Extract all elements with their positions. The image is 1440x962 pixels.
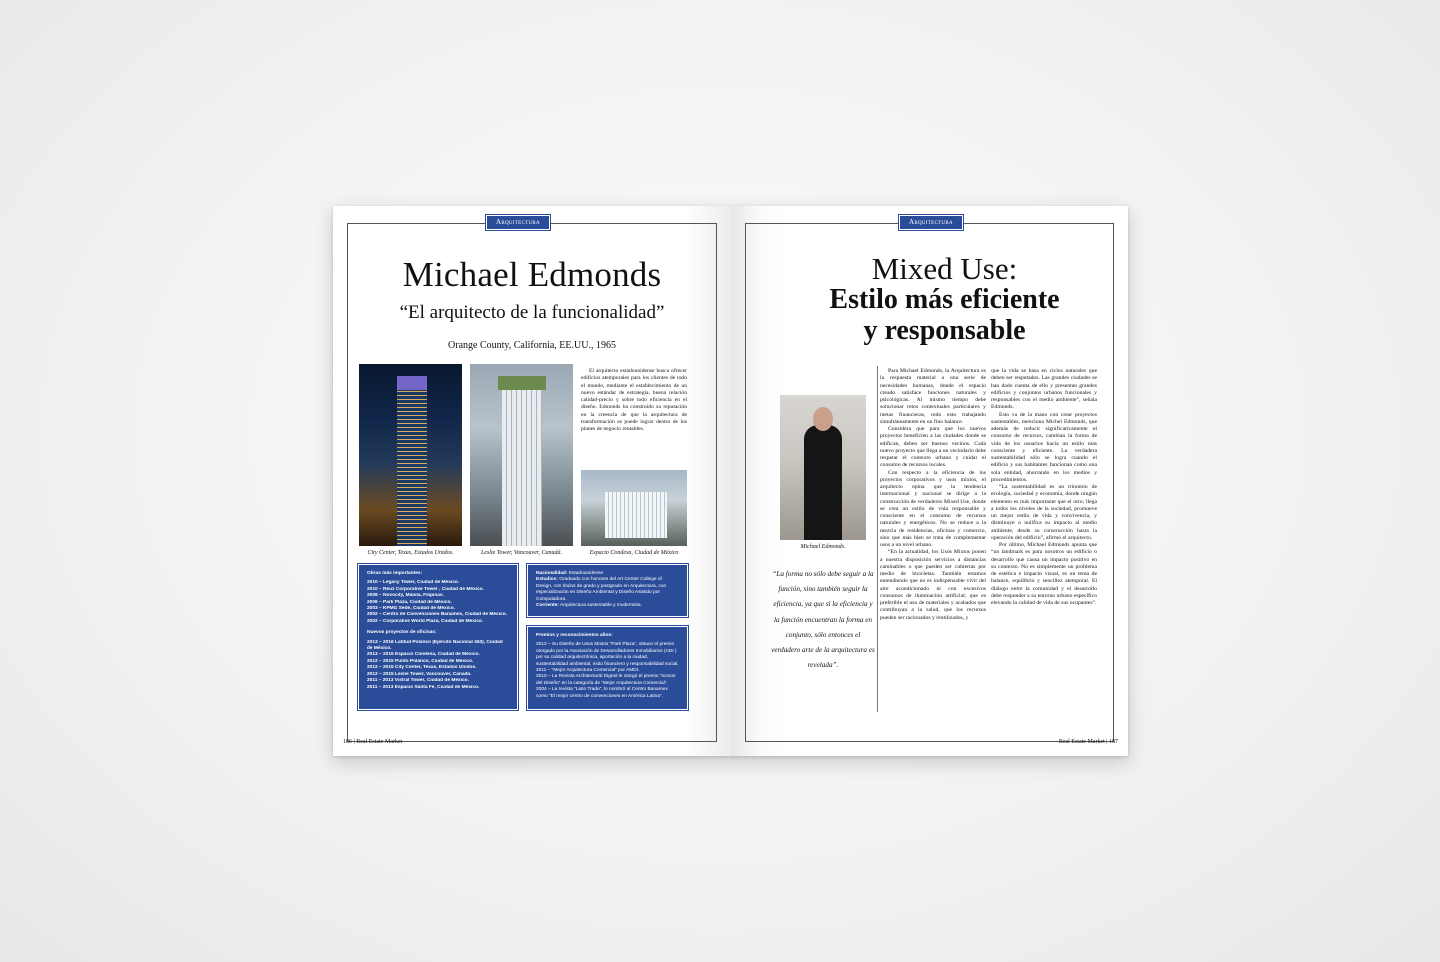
portrait-caption: Michael Edmonds.: [800, 544, 846, 550]
left-page: [333, 206, 731, 756]
studies-label: Estudios:: [536, 577, 558, 583]
awards-box: [528, 627, 687, 709]
section-tag: Arquitectura: [899, 215, 963, 230]
nationality-label: Nacionalidad:: [536, 571, 568, 576]
studies-value: Graduado con honores del Art Center College of Design, con títulos de grado y postgrado en Arquitectura, con especialización en Diseño Ambiental y Diseño Asistido por Computadora.: [536, 577, 667, 602]
award-item: 2012 – Su Diseño de Usos Mixtos “Park Plaza”, obtuvo el premio otorgado por la Asociación de Desarrolladores Inmobiliarios (ADI ) por su calidad arquitectónica, aportación a la ciudad, sustentabilidad ambiental, éxito financiero y responsabilidad social.: [536, 642, 679, 667]
new-project-item: 2013 – 2016 Latitud Polanco (Ejercito Nacional 453), Ciudad de México.: [367, 639, 503, 652]
bio-box: [528, 565, 687, 616]
works-item: 2008 – Novocity, Manila, Filipinas.: [367, 593, 444, 599]
current-value: Arquitectura sustentable y modernista.: [560, 603, 642, 609]
body-column-2: [991, 368, 1097, 607]
award-item: 2004 – La revista “Latin Trade”, lo nombró al Centro Banamex como “El mejor centro de convenciones en América Latina”.: [536, 687, 668, 699]
works-item: 2003 – KPMG Sede, Ciudad de México.: [367, 606, 455, 612]
works-box: [359, 565, 517, 709]
photo-leslie-tower: [470, 364, 573, 546]
magazine-spread: [333, 206, 1128, 756]
photo-city-center: [359, 364, 462, 546]
intro-paragraph: El arquitecto estadounidense busca ofrecer edificios atemporales para los clientes de todo el mundo, mediante el establecimiento de un nuevo estándar de estrategia, buena relación calidad-precio y sobre todo eficiencia en el diseño. Edmonds ha construido su reputación en la creencia de que la arquitectura de transformación se puede lograr dentro de los planes de negocio rentables.: [581, 368, 687, 433]
portrait-photo: [780, 395, 866, 540]
new-projects-heading: Nuevos proyectos de oficinas:: [367, 630, 437, 636]
photo-caption: City Center, Texas, Estados Unidos.: [367, 550, 454, 556]
body-column-1: [880, 368, 986, 622]
photo-espacio-condesa: [581, 470, 687, 546]
body-paragraph: Con respecto a la eficiencia de los proyectos corporativos y usos mixtos, el arquitecto opina que la tendencia internacional y nacional se dirige a la construcción de verdaderos Mixed Use, donde se crea un estilo de vida responsable y consciente en el consumo de recursos naturales y energéticos. No se reduce a la mezcla de residencias, oficinas y comercio, sino que más bien se trata de complementar usos a un nivel urbano.: [880, 469, 986, 548]
article-title: Michael Edmonds: [402, 255, 662, 294]
awards-heading: Premios y reconocimientos años:: [536, 633, 613, 638]
body-paragraph: Por último, Michael Edmonds apunta que “un landmark es para nosotros un edificio o desarrollo que causa un impacto positivo en su contexto. No es simplemente un problema de estética e impacto visual, es un tema de balance, equilibrio y sencillez atemporal. El diálogo entre la comunidad y el desarrollo debe responder a su entorno urbano específico elevando la calidad de vida de sus ocupantes”.: [991, 542, 1097, 606]
new-project-item: 2011 – 2013 Espacio Santa Fe, Ciudad de México.: [367, 684, 480, 690]
award-item: 2010 – La Revista Architectural Digest le otorgó el premio “Iconos del Diseño” en la categoría de “Mejor Arquitectura Comercial”.: [536, 674, 676, 686]
page-folio: 186 | Real Estate Market: [343, 739, 403, 745]
works-item: 2010 – Legacy Tower, Ciudad de México.: [367, 580, 460, 586]
title-line-1: Mixed Use:: [871, 251, 1018, 286]
column-rule: [877, 366, 878, 712]
body-paragraph: Esto va de la mano con crear proyectos sustentables, menciona Michel Edmonds, que además de reducir significativamente el consumo de recursos, cambian la forma de vida de los usuarios hacia un estilo más consciente y eficiente. La verdadera sustentabilidad sólo se logra cuando el edificio y sus habitantes funcionan como una sola entidad, ahorrando en los medios y procedimientos.: [991, 411, 1097, 483]
article-location: Orange County, California, EE.UU., 1965: [448, 340, 616, 351]
body-paragraph: “En la actualidad, los Usos Mixtos ponen a nuestra disposición servicios a distancias caminables o que pueden ser cubiertas por medio de bicicletas. También estamos entendiendo que no es indispensable vivir del aire acondicionado ni con excesivos consumos de iluminación artificial; que es preferible el uso de materiales y acabados que contribuyan a la salud, que los recursos pueden ser racionados y reutilizados, y: [880, 549, 986, 621]
photo-caption: Leslie Tower, Vancouver, Canadá.: [480, 550, 563, 556]
body-paragraph: “La sustentabilidad es un trinomio de ecología, sociedad y economía, donde ningún elemento es más importante que el otro; llega a todos los niveles de la sociedad, promueve un mejor estilo de vida y convivencia, y disminuye o nulifica su impacto al medio ambiente, desde su construcción hasta la operación del edificio”, afirmó el arquitecto.: [991, 484, 1097, 541]
new-project-item: 2012 – 2015 Leslie Tower, Vancouver, Canadá.: [367, 671, 472, 677]
article-subtitle: “El arquitecto de la funcionalidad”: [399, 302, 665, 323]
new-project-item: 2011 – 2013 Vistral Tower, Ciudad de México.: [367, 678, 469, 684]
nationality-value: Estadounidense: [568, 571, 604, 576]
page-folio: Real Estate Market | 187: [1058, 739, 1118, 745]
pull-quote: “La forma no sólo debe seguir a la función, sino también seguir la eficiencia, ya que si la eficiencia y la función encuentran la forma en conjunto, sólo entonces el verdadero arte de la arquitectura es revelada”.: [771, 570, 875, 670]
photo-caption: Espacio Condesa, Ciudad de México: [589, 550, 679, 556]
current-label: Corriente:: [536, 603, 559, 609]
new-project-item: 2012 – 2015 Punto Polanco, Ciudad de México.: [367, 658, 474, 664]
works-item: 2006 – Park Plaza, Ciudad de México.: [367, 599, 452, 605]
title-line-2: Estilo más eficiente: [829, 284, 1060, 315]
section-tag: Arquitectura: [486, 215, 550, 230]
right-page: [731, 206, 1128, 756]
body-paragraph: Para Michael Edmonds, la Arquitectura es la respuesta material a una serie de necesidades humanas, donde el espacio creado satisface funciones naturales y psicológicas. Al mismo tiempo debe solucionar retos contextuales particulares y metas financieras, todo esto trabajando simultáneamente en un fino balance.: [880, 368, 986, 425]
body-paragraph: que la vida se basa en ciclos naturales que deben ser respetados. Las grandes ciudades se han dado cuenta de ello y presentan grandes edificios y conjuntos urbanos funcionales y responsables con el medio ambiente”, señala Edmonds.: [991, 368, 1097, 411]
new-project-item: 2013 – 2015 Espacio Condesa, Ciudad de México.: [367, 652, 480, 658]
body-paragraph: Considera que para que los nuevos proyectos beneficien a las ciudades donde se edifican, deben ser buenos vecinos. Cada nuevo proyecto que llega a un vecindario debe respetar el contexto urbano y cuidar el consumo de recursos locales.: [880, 426, 986, 469]
works-item: 2010 – Reuz Corporative Tower , Ciudad de México.: [367, 586, 484, 592]
award-item: 2011 – “Mejor Arquitectura Comercial” por AMDI.: [536, 668, 640, 674]
works-item: 2002 – Corporative World Plaza, Ciudad de México.: [367, 618, 484, 624]
title-line-3: y responsable: [863, 315, 1026, 346]
new-project-item: 2012 – 2015 City Center, Texas, Estados Unidos.: [367, 665, 477, 671]
article-title: [761, 251, 1128, 346]
works-heading: Obras más importantes:: [367, 571, 423, 576]
works-item: 2002 – Centro de Convenciones Banamex, Ciudad de México.: [367, 612, 507, 618]
